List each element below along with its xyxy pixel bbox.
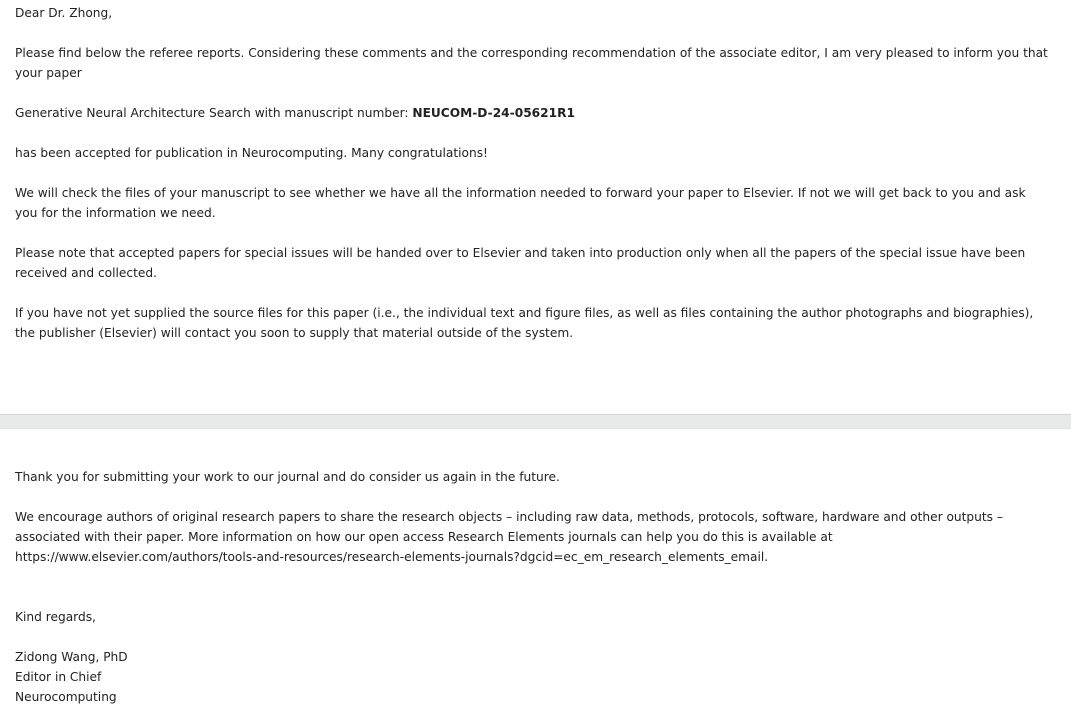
source-files-paragraph: If you have not yet supplied the source files for this paper (i.e., the individual text and figure files, as well as files containing the author photographs and biographies), the publisher (Elsevier) will contact you soon to supply that material outside of the system. — [15, 306, 1034, 340]
acceptance-intro-paragraph: Please find below the referee reports. Considering these comments and the corresponding recommendation of the associate editor, I am very pleased to inform you that your paper — [15, 46, 1048, 80]
paper-title-text: Generative Neural Architecture Search with manuscript number: — [15, 106, 413, 120]
research-elements-url: https://www.elsevier.com/authors/tools-and-resources/research-elements-journals?dgcid=ec_em_research_elements_email. — [15, 550, 769, 564]
acceptance-statement: has been accepted for publication in Neurocomputing. Many congratulations! — [15, 146, 488, 160]
file-check-paragraph: We will check the files of your manuscript to see whether we have all the information needed to forward your paper to Elsevier. If not we will get back to you and ask you for the information we need. — [15, 186, 1026, 220]
signature-journal: Neurocomputing — [15, 690, 117, 704]
thank-you-paragraph: Thank you for submitting your work to our journal and do consider us again in the future. — [15, 470, 560, 484]
signature-name: Zidong Wang, PhD — [15, 650, 128, 664]
closing-line: Kind regards, — [15, 610, 96, 624]
section-divider — [0, 414, 1071, 429]
research-elements-line-1: We encourage authors of original research papers to share the research objects – including raw data, methods, protocols, software, hardware and other outputs – — [15, 510, 1003, 524]
signature-block — [15, 647, 1049, 707]
research-elements-line-2: associated with their paper. More information on how our open access Research Elements journals can help you do this is available at — [15, 530, 833, 544]
paper-title-line — [15, 103, 1049, 123]
manuscript-number: NEUCOM-D-24-05621R1 — [412, 106, 575, 120]
special-issue-paragraph: Please note that accepted papers for special issues will be handed over to Elsevier and taken into production only when all the papers of the special issue have been received and collected. — [15, 246, 1026, 280]
research-elements-paragraph — [15, 507, 1049, 567]
email-greeting: Dear Dr. Zhong, — [15, 6, 113, 20]
signature-title: Editor in Chief — [15, 670, 102, 684]
